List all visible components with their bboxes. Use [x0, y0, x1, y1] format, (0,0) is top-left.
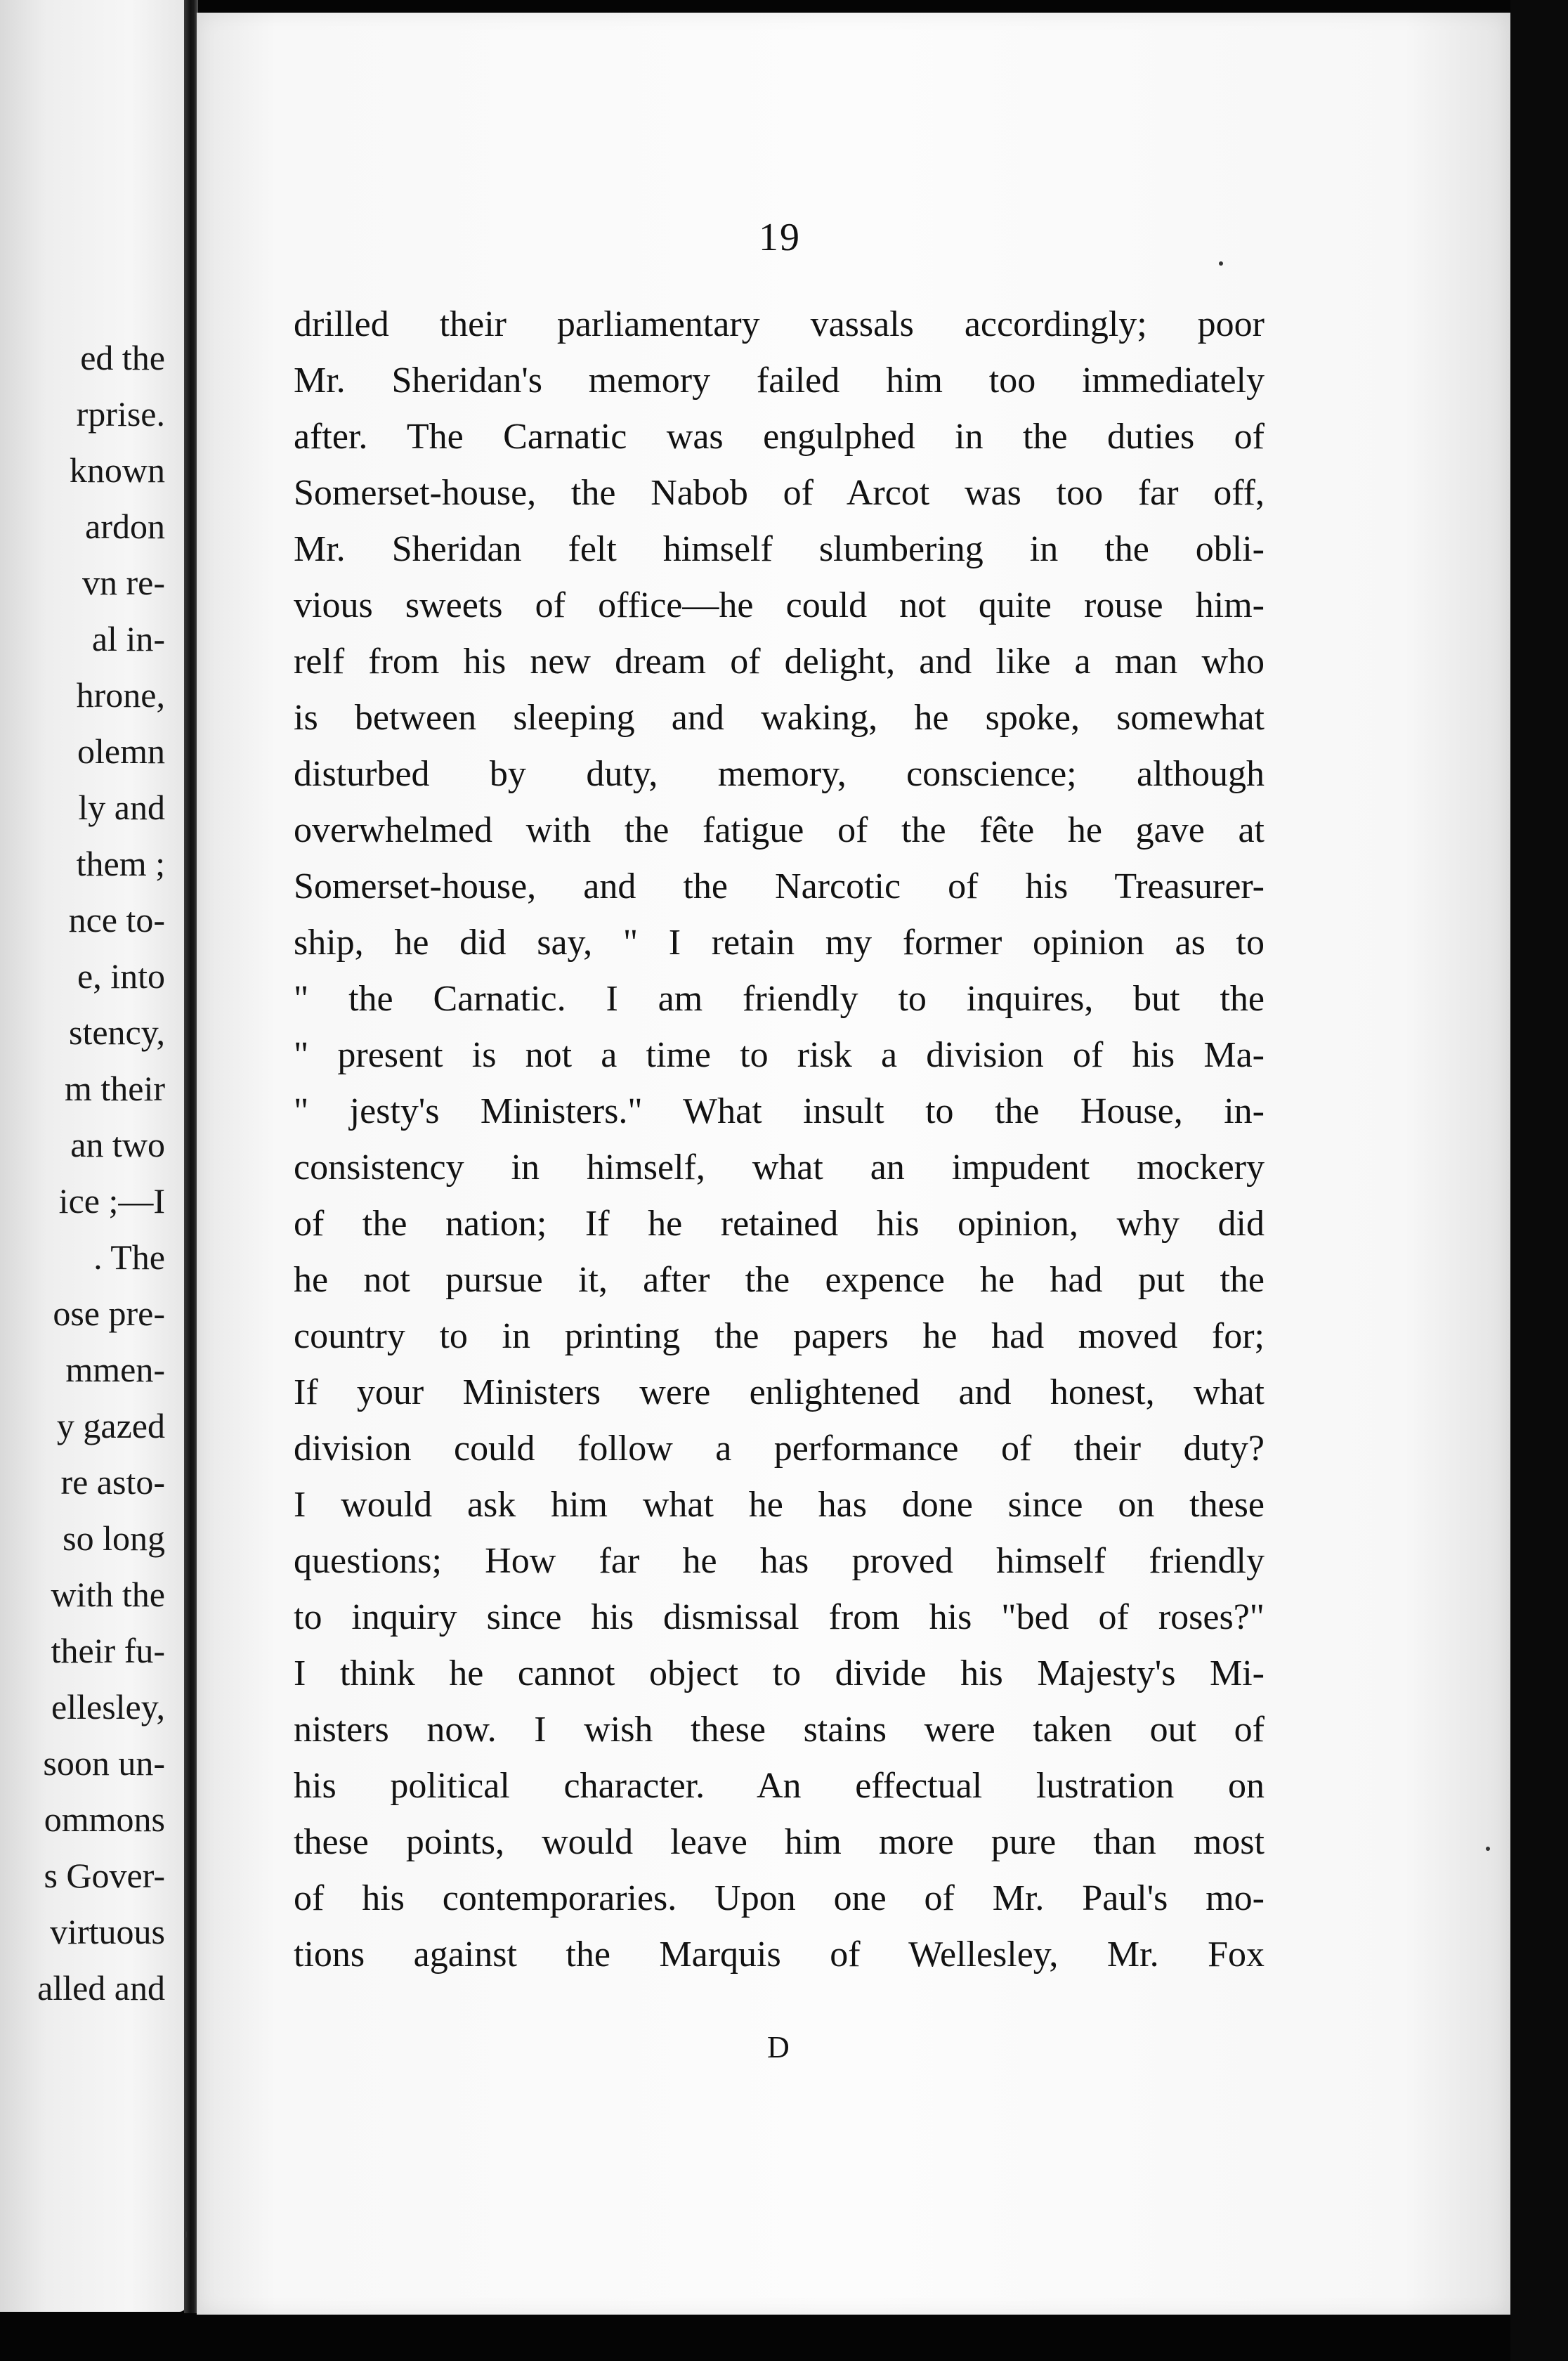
- previous-page-line: virtuous: [50, 1912, 165, 1951]
- previous-page-line: e, into: [77, 956, 165, 996]
- previous-page-line: nce to-: [68, 900, 165, 939]
- previous-page-line: ly and: [78, 788, 165, 827]
- previous-page-line: with the: [51, 1575, 165, 1614]
- text-line: Somerset-house, the Nabob of Arcot was too far off,: [294, 473, 1265, 513]
- previous-page-line: ose pre-: [53, 1294, 165, 1333]
- previous-page-line: soon un-: [43, 1743, 165, 1783]
- previous-page-line: so long: [63, 1518, 165, 1558]
- previous-page-line: mmen-: [65, 1350, 165, 1389]
- paper-speck: [1219, 261, 1223, 266]
- text-line: vious sweets of office—he could not quite rouse him-: [294, 585, 1265, 625]
- previous-page-line: ellesley,: [51, 1687, 165, 1726]
- text-line: " jesty's Ministers." What insult to the House, in-: [294, 1091, 1265, 1131]
- text-line: after. The Carnatic was engulphed in the duties of: [294, 417, 1265, 457]
- text-line: Mr. Sheridan's memory failed him too immediately: [294, 360, 1265, 401]
- previous-page-line: m their: [64, 1069, 165, 1108]
- previous-page-line: ice ;—I: [58, 1181, 165, 1221]
- text-line: relf from his new dream of delight, and like a man who: [294, 642, 1265, 682]
- previous-page-line: . The: [93, 1237, 165, 1277]
- previous-page-fragment: [0, 0, 186, 2312]
- text-line: I would ask him what he has done since on these: [294, 1485, 1265, 1525]
- previous-page-line: ed the: [80, 338, 165, 377]
- previous-page-line: al in-: [91, 619, 165, 658]
- text-line: nisters now. I wish these stains were taken out of: [294, 1710, 1265, 1750]
- previous-page-line: their fu-: [51, 1631, 165, 1670]
- previous-page-line: re asto-: [60, 1462, 165, 1502]
- page-body-text: [294, 297, 1265, 1983]
- previous-page-line: s Gover-: [44, 1856, 165, 1895]
- previous-page-line: hrone,: [76, 675, 165, 715]
- text-line: his political character. An effectual lustration on: [294, 1766, 1265, 1806]
- paper-speck: [1486, 1847, 1490, 1851]
- text-line: Somerset-house, and the Narcotic of his Treasurer-: [294, 866, 1265, 906]
- text-line: overwhelmed with the fatigue of the fête he gave at: [294, 810, 1265, 850]
- text-line: he not pursue it, after the expence he had put the: [294, 1260, 1265, 1300]
- text-line: Mr. Sheridan felt himself slumbering in the obli-: [294, 529, 1265, 569]
- paper-speck: [184, 2231, 187, 2238]
- text-line: ship, he did say, " I retain my former opinion as to: [294, 923, 1265, 963]
- text-line: disturbed by duty, memory, conscience; although: [294, 754, 1265, 794]
- text-line: questions; How far he has proved himself friendly: [294, 1541, 1265, 1581]
- text-line: of the nation; If he retained his opinion, why did: [294, 1204, 1265, 1244]
- text-line: I think he cannot object to divide his Majesty's Mi-: [294, 1653, 1265, 1693]
- previous-page-line: known: [69, 450, 165, 490]
- text-line: consistency in himself, what an impudent mockery: [294, 1147, 1265, 1188]
- page-number: 19: [759, 216, 801, 259]
- previous-page-line: alled and: [37, 1968, 165, 2008]
- text-line: to inquiry since his dismissal from his "bed of roses?": [294, 1597, 1265, 1637]
- text-line: " the Carnatic. I am friendly to inquires, but the: [294, 979, 1265, 1019]
- text-line: If your Ministers were enlightened and honest, what: [294, 1372, 1265, 1412]
- previous-page-line: ommons: [44, 1800, 165, 1839]
- previous-page-line: an two: [70, 1125, 165, 1164]
- text-line: division could follow a performance of their duty?: [294, 1429, 1265, 1469]
- previous-page-line: vn re-: [82, 563, 165, 602]
- previous-page-line: y gazed: [56, 1406, 165, 1445]
- text-line: is between sleeping and waking, he spoke, somewhat: [294, 698, 1265, 738]
- previous-page-line: stency,: [69, 1013, 165, 1052]
- text-line: of his contemporaries. Upon one of Mr. Paul's mo-: [294, 1878, 1265, 1918]
- text-line: tions against the Marquis of Wellesley, Mr. Fox: [294, 1934, 1265, 1975]
- previous-page-line: rprise.: [76, 394, 165, 434]
- text-line: country to in printing the papers he had moved for;: [294, 1316, 1265, 1356]
- scan-right-edge: [1510, 0, 1568, 2361]
- printer-signature-mark: D: [767, 2030, 790, 2064]
- text-line: " present is not a time to risk a division of his Ma-: [294, 1035, 1265, 1075]
- previous-page-line: them ;: [76, 844, 165, 883]
- previous-page-line: ardon: [85, 507, 165, 546]
- text-line: drilled their parliamentary vassals accordingly; poor: [294, 304, 1265, 344]
- text-line: these points, would leave him more pure than most: [294, 1822, 1265, 1862]
- book-gutter: [184, 0, 198, 2313]
- previous-page-line: olemn: [77, 731, 165, 771]
